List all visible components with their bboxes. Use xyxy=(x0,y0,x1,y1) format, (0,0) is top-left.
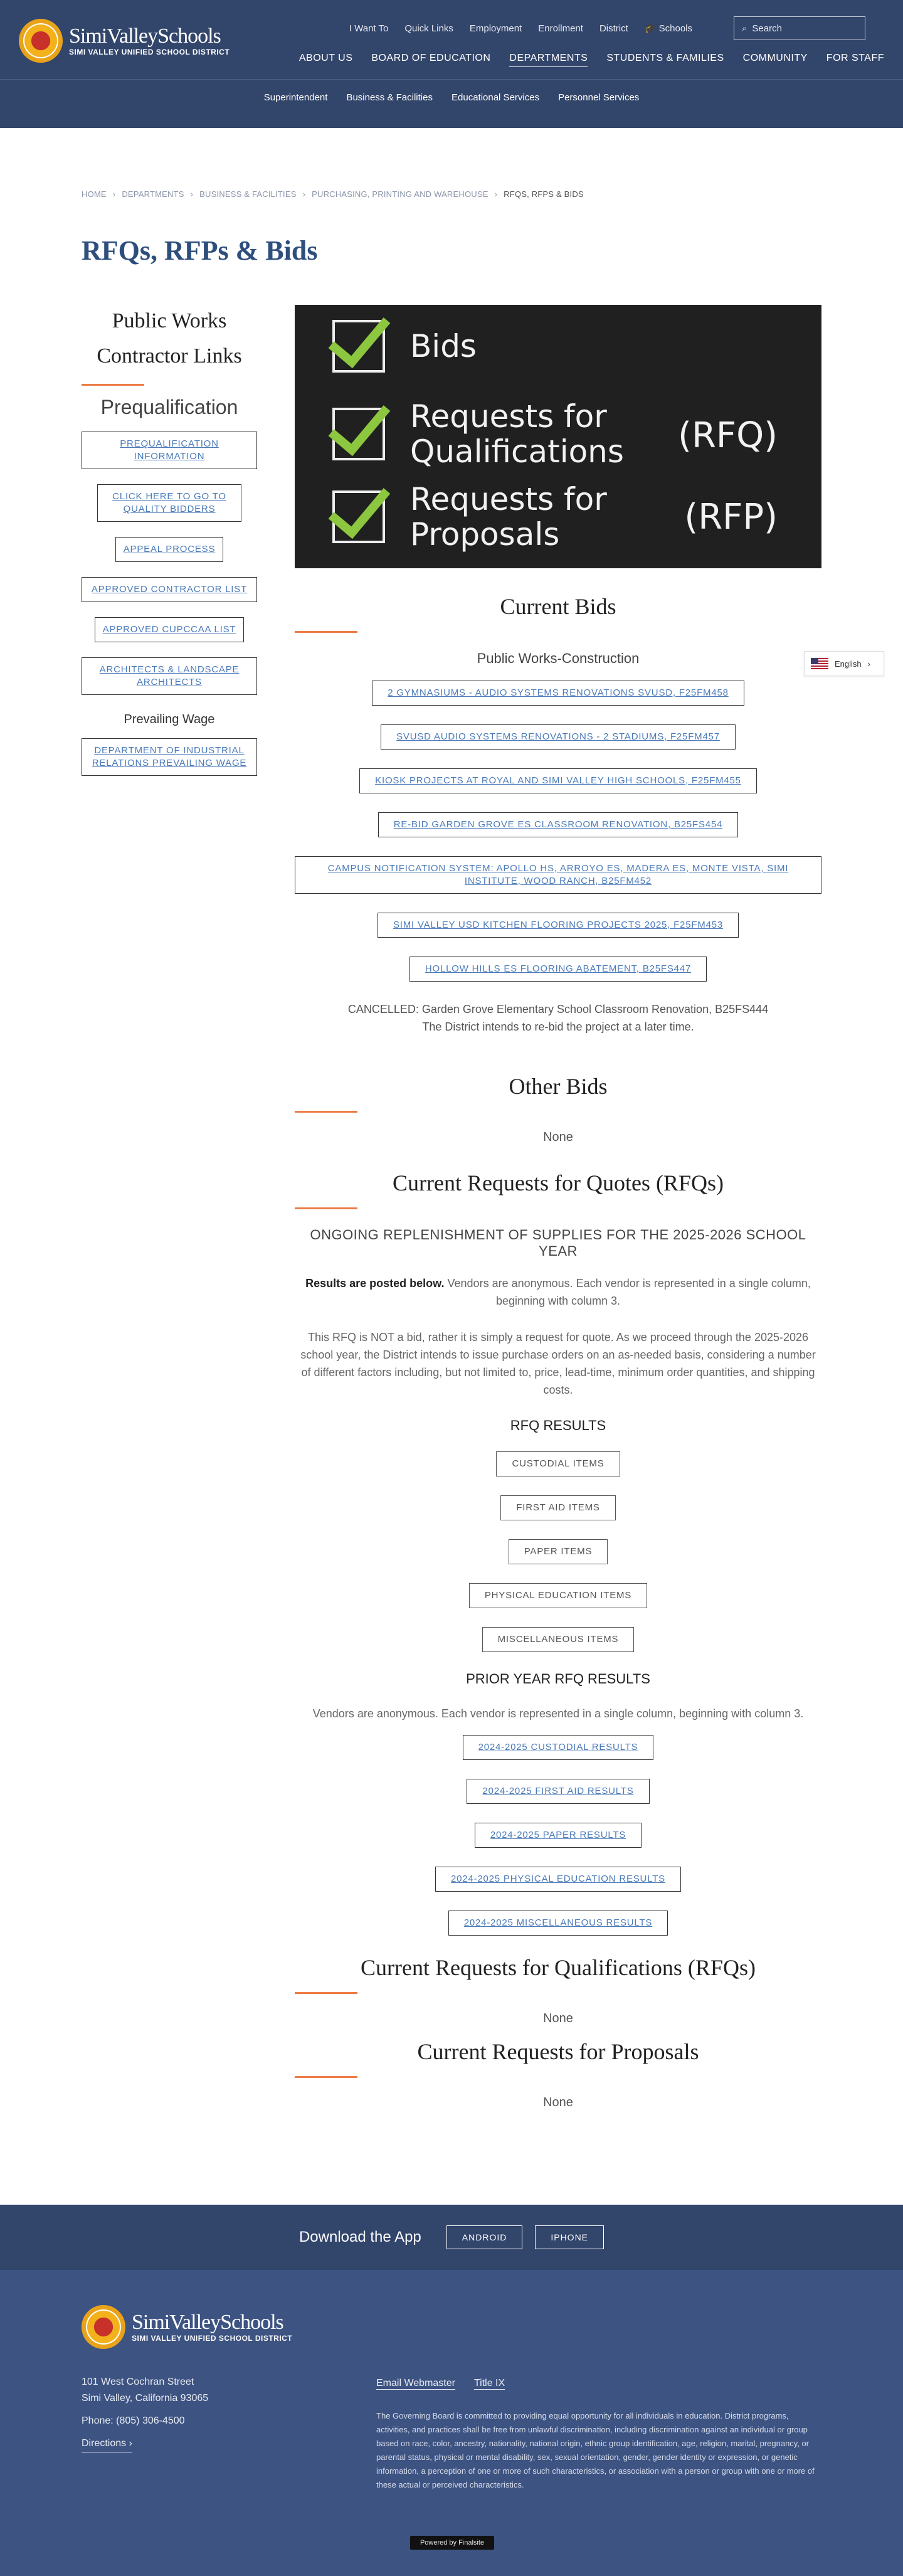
phone: Phone: (805) 306-4500 xyxy=(82,2415,185,2426)
prior-results-note: Vendors are anonymous. Each vendor is represented in a single column, beginning with column 3. xyxy=(312,1707,804,1720)
prior-custodial-link[interactable]: 2024-2025 CUSTODIAL RESULTS xyxy=(463,1735,654,1760)
prevailing-wage-heading: Prevailing Wage xyxy=(124,713,215,726)
address-line-1: 101 West Cochran Street xyxy=(82,2377,194,2387)
chevron-right-icon: › xyxy=(112,189,116,199)
current-bids-title: Current Bids xyxy=(500,594,616,619)
title-ix-link[interactable]: Title IX xyxy=(473,2378,505,2388)
prior-pe-link[interactable]: 2024-2025 PHYSICAL EDUCATION RESULTS xyxy=(435,1867,681,1892)
sun-logo-icon xyxy=(19,19,63,63)
address-line-2: Simi Valley, California 93065 xyxy=(82,2393,209,2404)
chevron-right-icon: › xyxy=(867,659,870,669)
breadcrumb-business-facilities[interactable]: BUSINESS & FACILITIES xyxy=(199,189,297,199)
site-footer xyxy=(0,2270,903,2576)
search-input[interactable] xyxy=(734,16,865,40)
bid-link-hollow-hills[interactable]: HOLLOW HILLS ES FLOORING ABATEMENT, B25FS447 xyxy=(409,957,707,982)
prior-misc-link[interactable]: 2024-2025 MISCELLANEOUS RESULTS xyxy=(448,1911,668,1936)
results-note-rest: Vendors are anonymous. Each vendor is represented in a single column, beginning with column 3. xyxy=(444,1277,811,1307)
rfq-results-heading: RFQ RESULTS xyxy=(510,1418,606,1433)
util-link-district[interactable]: District xyxy=(599,23,628,34)
chevron-right-icon: › xyxy=(129,2438,132,2449)
banner-text-bids: Bids xyxy=(410,328,477,364)
sidebar xyxy=(82,304,257,791)
iphone-button[interactable]: IPHONE xyxy=(535,2225,604,2249)
util-link-schools[interactable] xyxy=(645,23,692,34)
public-works-subtitle: Public Works-Construction xyxy=(477,650,640,666)
main-content xyxy=(295,305,821,2135)
rfq-first-aid-button[interactable]: FIRST AID ITEMS xyxy=(500,1495,615,1520)
rfqual-value: None xyxy=(543,2012,573,2025)
rfq-misc-button[interactable]: MISCELLANEOUS ITEMS xyxy=(482,1627,635,1652)
checkbox-check-icon xyxy=(332,408,385,460)
util-link-schools-label: Schools xyxy=(658,23,692,34)
language-label: English xyxy=(835,659,862,669)
logo-title: SimiValleySchools xyxy=(69,24,221,48)
nav-for-staff[interactable]: FOR STAFF xyxy=(826,53,884,63)
search-placeholder: Search xyxy=(752,23,782,34)
bid-link-stadiums[interactable]: SVUSD AUDIO SYSTEMS RENOVATIONS - 2 STADIUMS, F25FM457 xyxy=(381,724,736,750)
site-logo[interactable] xyxy=(19,19,230,63)
breadcrumb-departments[interactable]: DEPARTMENTS xyxy=(122,189,184,199)
ongoing-heading: ONGOING REPLENISHMENT OF SUPPLIES FOR THE 2025-2026 SCHOOL YEAR xyxy=(310,1227,806,1259)
approved-cupccaa-link[interactable]: APPROVED CUPCCAA LIST xyxy=(95,617,245,642)
subnav-educational-services[interactable]: Educational Services xyxy=(452,92,540,103)
rfq-title: Current Requests for Quotes (RFQs) xyxy=(393,1170,724,1195)
subnav-business-facilities[interactable]: Business & Facilities xyxy=(346,92,433,103)
prevailing-wage-link[interactable]: DEPARTMENT OF INDUSTRIAL RELATIONS PREVAILING WAGE xyxy=(82,738,257,776)
email-webmaster-link[interactable]: Email Webmaster xyxy=(376,2378,455,2388)
footer-logo-title: SimiValleySchools xyxy=(132,2311,283,2334)
breadcrumb xyxy=(82,189,584,199)
powered-by-label: Powered by Finalsite xyxy=(420,2539,485,2547)
other-bids-title: Other Bids xyxy=(509,1074,608,1099)
page-title: RFQs, RFPs & Bids xyxy=(82,235,318,266)
logo-subtitle: SIMI VALLEY UNIFIED SCHOOL DISTRICT xyxy=(69,48,230,56)
rfp-value: None xyxy=(543,2096,573,2109)
rfq-explanation: This RFQ is NOT a bid, rather it is simply a request for quote. As we proceed through the 2025-2026 school year, the District intends to issue purchase orders on an as-needed basis, considering a number of different factors including, but not limited to, price, lead-time, minimum order quantities, and shipping costs. xyxy=(300,1331,816,1396)
cancelled-line-1: CANCELLED: Garden Grove Elementary School Classroom Renovation, B25FS444 xyxy=(347,1003,769,1015)
banner-text-rfp-1: Requests for xyxy=(410,481,607,517)
results-note-bold: Results are posted below. xyxy=(305,1277,445,1290)
footer-logo-subtitle: SIMI VALLEY UNIFIED SCHOOL DISTRICT xyxy=(132,2334,293,2343)
chevron-right-icon: › xyxy=(494,189,498,199)
powered-by-badge[interactable] xyxy=(410,2536,494,2550)
nav-board-of-education[interactable]: BOARD OF EDUCATION xyxy=(371,53,491,63)
breadcrumb-purchasing[interactable]: PURCHASING, PRINTING AND WAREHOUSE xyxy=(312,189,488,199)
banner-text-rfp-2: Proposals xyxy=(410,516,560,553)
footer-address xyxy=(82,2374,208,2452)
accent-divider xyxy=(295,1111,357,1113)
util-link-i-want-to[interactable]: I Want To xyxy=(349,23,389,34)
util-link-employment[interactable]: Employment xyxy=(469,23,522,34)
approved-contractor-link[interactable]: APPROVED CONTRACTOR LIST xyxy=(82,577,257,602)
util-link-quick-links[interactable]: Quick Links xyxy=(404,23,453,34)
bid-link-garden-grove[interactable]: RE-BID GARDEN GROVE ES CLASSROOM RENOVATION, B25FS454 xyxy=(378,812,738,837)
accent-divider xyxy=(82,384,144,386)
download-app-bar xyxy=(0,2205,903,2270)
utility-nav xyxy=(349,16,865,40)
footer-logo[interactable] xyxy=(82,2305,292,2349)
chevron-right-icon: › xyxy=(302,189,306,199)
directions-label: Directions xyxy=(82,2438,127,2449)
cancelled-notice xyxy=(295,1000,821,1036)
checkbox-check-icon xyxy=(332,320,385,373)
breadcrumb-current: RFQS, RFPS & BIDS xyxy=(504,189,584,199)
language-selector[interactable] xyxy=(804,651,884,676)
banner-text-rfq-1: Requests for xyxy=(410,398,607,435)
appeal-process-link[interactable]: APPEAL PROCESS xyxy=(115,537,224,562)
results-note xyxy=(295,1275,821,1310)
nav-community[interactable]: COMMUNITY xyxy=(742,53,808,63)
quality-bidders-link[interactable]: CLICK HERE TO GO TO QUALITY BIDDERS xyxy=(97,484,241,522)
sidebar-title: Public Works Contractor Links xyxy=(97,309,242,368)
prequal-heading: Prequalification xyxy=(100,396,238,418)
footer-links xyxy=(376,2378,505,2390)
android-button[interactable]: ANDROID xyxy=(446,2225,523,2249)
rfq-custodial-button[interactable]: CUSTODIAL ITEMS xyxy=(496,1451,620,1476)
bid-link-campus-notification[interactable]: CAMPUS NOTIFICATION SYSTEM: APOLLO HS, ARROYO ES, MADERA ES, MONTE VISTA, SIMI INSTITUTE, WOOD RANCH, B25FM452 xyxy=(295,856,821,894)
banner-tag-rfq: (RFQ) xyxy=(678,415,778,456)
search-icon: ⌕ xyxy=(742,23,747,34)
download-app-label: Download the App xyxy=(298,2229,421,2245)
prior-paper-link[interactable]: 2024-2025 PAPER RESULTS xyxy=(475,1823,642,1848)
accent-divider xyxy=(295,2076,357,2078)
bids-banner-image xyxy=(295,305,821,568)
subnav-personnel-services[interactable]: Personnel Services xyxy=(558,92,640,103)
us-flag-icon xyxy=(811,658,828,669)
banner-tag-rfp: (RFP) xyxy=(684,497,778,538)
directions-link[interactable] xyxy=(82,2436,132,2452)
cancelled-line-2: The District intends to re-bid the project at a later time. xyxy=(422,1020,694,1033)
nav-about-us[interactable]: ABOUT US xyxy=(298,53,353,63)
breadcrumb-home[interactable]: HOME xyxy=(82,189,107,199)
banner-text-rfq-2: Qualifications xyxy=(410,433,624,470)
bid-link-kitchen-flooring[interactable]: SIMI VALLEY USD KITCHEN FLOORING PROJECTS 2025, F25FM453 xyxy=(378,913,739,938)
sub-nav xyxy=(0,92,903,103)
prequal-info-link[interactable]: PREQUALIFICATION INFORMATION xyxy=(82,432,257,469)
rfp-title: Current Requests for Proposals xyxy=(417,2039,699,2064)
bid-link-kiosk[interactable]: KIOSK PROJECTS AT ROYAL AND SIMI VALLEY HIGH SCHOOLS, F25FM455 xyxy=(359,768,757,793)
architects-link[interactable]: ARCHITECTS & LANDSCAPE ARCHITECTS xyxy=(82,657,257,695)
bid-link-gymnasiums[interactable]: 2 GYMNASIUMS - AUDIO SYSTEMS RENOVATIONS SVUSD, F25FM458 xyxy=(372,681,744,706)
prior-results-heading: PRIOR YEAR RFQ RESULTS xyxy=(466,1671,650,1687)
accent-divider xyxy=(295,631,357,633)
graduation-cap-icon: 🎓 xyxy=(644,23,657,34)
other-bids-value: None xyxy=(543,1130,573,1144)
rfqual-title: Current Requests for Qualifications (RFQs) xyxy=(361,1955,756,1980)
rfq-paper-button[interactable]: PAPER ITEMS xyxy=(509,1539,608,1564)
sun-logo-icon xyxy=(82,2305,125,2349)
checkbox-check-icon xyxy=(332,490,385,543)
nondiscrimination-statement: The Governing Board is committed to providing equal opportunity for all individuals in education. District programs, activities, and practices shall be free from unlawful discrimination, including discrimination against an individual or group based on race, color, ancestry, nationality, national origin, ethnic group identification, age, religion, marital, pregnancy, or parental status, physical or mental disability, sex, sexual orientation, gender, gender identity or expression, or genetic information, a perception of one or more of such characteristics, or association with a person or group with one or more of these actual or perceived characteristics. xyxy=(376,2411,815,2489)
accent-divider xyxy=(295,1207,357,1209)
divider xyxy=(0,79,903,80)
accent-divider xyxy=(295,1992,357,1994)
nav-departments[interactable]: DEPARTMENTS xyxy=(509,53,588,67)
util-link-enrollment[interactable]: Enrollment xyxy=(538,23,583,34)
subnav-superintendent[interactable]: Superintendent xyxy=(263,92,328,103)
chevron-right-icon: › xyxy=(190,189,194,199)
nav-students-families[interactable]: STUDENTS & FAMILIES xyxy=(606,53,724,63)
prior-first-aid-link[interactable]: 2024-2025 FIRST AID RESULTS xyxy=(467,1779,649,1804)
rfq-pe-button[interactable]: PHYSICAL EDUCATION ITEMS xyxy=(469,1583,647,1608)
site-header xyxy=(0,0,903,128)
main-nav xyxy=(299,53,884,67)
